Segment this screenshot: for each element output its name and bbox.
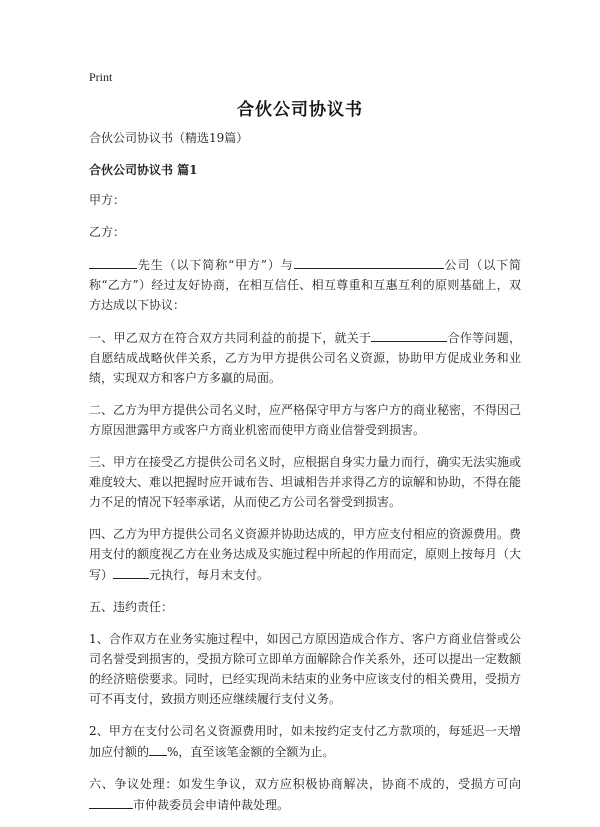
clause-4-text-a: 四、乙方为甲方提供公司名义资源并协助达成的，甲方应支付相应的资源费用。费用支付的额度视乙方在业务达成及实施过程中所起的作用而定，原则上按每月（大写）	[89, 527, 522, 582]
clause-5-1: 1、合作双方在业务实施过程中，如因己方原因造成合作方、客户方商业信誉或公司名誉受到损害的，受损方除可立即单方面解除合作关系外，还可以提出一定数额的经济赔偿要求。同时，已经实现尚未结束的业务中应该支付的相关费用，受损方可不再支付，致损方则还应继续履行支付义务。	[89, 632, 522, 706]
section-heading: 合伙公司协议书 篇1	[89, 163, 198, 177]
clause-3: 三、甲方在接受乙方提供公司名义时，应根据自身实力量力而行，确实无法实施或难度较大、难以把握时应开诚布告、坦诚相告并求得乙方的谅解和协助，不得在能力不足的情况下轻率承诺，从而使乙方公司名誉受到损害。	[89, 455, 522, 509]
blank-line	[149, 741, 167, 756]
clause-6-text-b: 市仲裁委员会申请仲裁处理。	[133, 798, 290, 812]
clause-5-2	[89, 721, 521, 762]
blank-line	[89, 794, 133, 809]
blank-line	[113, 564, 149, 579]
intro-paragraph	[89, 254, 521, 315]
document-subtitle: 合伙公司协议书（精选19篇）	[89, 131, 249, 145]
party-a-label: 甲方：	[89, 193, 126, 207]
clause-4-text-b: 元执行，每月末支付。	[149, 568, 270, 582]
clause-6-text-a: 六、争议处理：如发生争议，双方应积极协商解决，协商不成的，受损方可向	[89, 777, 521, 791]
clause-5-2-text-b: %，直至该笔金额的全额为止。	[167, 745, 335, 759]
clause-2: 二、乙方为甲方提供公司名义时，应严格保守甲方与客户方的商业秘密，不得因己方原因泄露甲方或客户方商业机密而使甲方商业信誉受到损害。	[89, 403, 522, 437]
print-link[interactable]: Print	[89, 70, 113, 84]
intro-text-b: 公司（以下简称“乙方”）经过友好协商，在相互信任、相互尊重和互惠互利的原则基础上，双方达成以下协议：	[89, 258, 521, 312]
clause-1	[89, 327, 521, 388]
clause-6	[89, 774, 521, 815]
clause-5-heading: 五、违约责任：	[89, 600, 174, 614]
blank-line	[294, 254, 444, 269]
document-body	[89, 128, 521, 827]
clause-4	[89, 524, 521, 585]
blank-line	[371, 327, 447, 342]
clause-1-text-b: 合作等问题，自愿结成战略伙伴关系，乙方为甲方提供公司名义资源，协助甲方促成业务和业绩，实现双方和客户方多赢的局面。	[89, 331, 521, 385]
document-title: 合伙公司协议书	[237, 100, 363, 120]
clause-5-2-text-a: 2、甲方在支付公司名义资源费用时，如未按约定支付乙方款项的，每延迟一天增加应付额的	[89, 724, 521, 759]
blank-line	[89, 254, 137, 269]
clause-1-text-a: 一、甲乙双方在符合双方共同利益的前提下，就关于	[89, 331, 372, 345]
party-b-label: 乙方：	[89, 225, 126, 239]
intro-text-a: 先生（以下简称“甲方”）与	[137, 258, 294, 272]
